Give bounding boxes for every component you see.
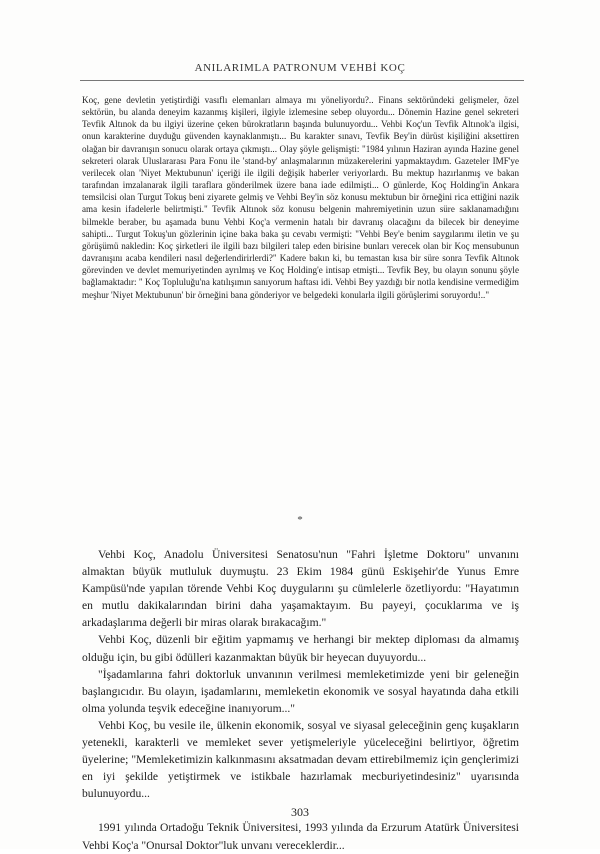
body-paragraph: "İşadamlarına fahri doktorluk unvanının verilmesi memleketimizde yeni bir geleneğin başlangıcıdır. Bu olayın, işadamlarını, memleketin ekonomik ve sosyal hayatında daha etkili olma yolunda teşvik edeceğine inanıyorum..." <box>82 667 519 715</box>
section-separator: * <box>297 514 303 526</box>
anecdote-paragraph: Koç, gene devletin yetiştirdiği vasıflı elemanları almaya mı yöneliyordu?.. Finans sektöründeki gelişmeler, özel sektörün, bu alanda deneyim kazanmış kişileri, ilgiyle izlemesine sebep oluyordu... Dönemin Hazine genel sekreteri Tevfik Altınok da bu ilgiyi üzerine çeken bürokratların başında bulunuyordu... Vehbi Koç'un Tevfik Altınok'a ilgisi, onun karakterine duyduğu güvenden kaynaklanmıştı... Bu karakter sınavı, Tevfik Bey'in dürüst kişiliğini aksettiren olağan bir davranışın sonucu olarak ortaya çıkmıştı... Olay şöyle gelişmişti: "1984 yılının Haziran ayında Hazine genel sekreteri olarak Uluslararası Para Fonu ile 'stand-by' anlaşmalarının müzakerelerini yapmaktaydım. Gazeteler IMF'ye verilecek olan 'Niyet Mektubunun' içeriği ile ilgili değişik haberler veriyorlardı. Bu mektup hazırlanmış ve bakan tarafından imzalanarak ilgili taraflara gönderilmek üzere bana iade edilmişti... O günlerde, Koç Holding'in Ankara temsilcisi olan Turgut Tokuş beni ziyarete gelmiş ve Vehbi Bey'in söz konusu mektubun bir örneğini rica ettiğini nazik ama kesin ifadelerle belirtmişti." Tevfik Altınok söz konusu belgenin mahremiyetinin uzun süre saklanamadığını bilmekle beraber, bu aşamada bunu Vehbi Koç'a vermenin hatalı bir davranış olacağını da bilecek bir deneyime sahipti... Turgut Tokuş'un gözlerinin içine baka baka şu cevabı vermişti: "Vehbi Bey'e benim saygılarımı iletin ve şu görüşümü nakledin: Koç şirketleri ile ilgili bazı bilgileri talep eden birisine bunları verecek olan bir Koç mensubunun davranışını acaba kendileri nasıl değerlendirirlerdi?" Kadere bakın ki, bu temastan kısa bir süre sonra Tevfik Altınok görevinden ve devlet memuriyetinden ayrılmış ve Koç Holding'e intisap etmişti... Tevfik Bey, bu olayın sonunu şöyle bağlamaktadır: " Koç Topluluğu'na katılışımın sanıyorum haftası idi. Vehbi Bey yazdığı bir notla kendisine vermediğim meşhur 'Niyet Mektubunun' bir örneğini bana gönderiyor ve belgedeki konularla ilgili görüşlerimi soruyordu!.." <box>82 95 519 300</box>
running-title: ANILARIMLA PATRONUM VEHBİ KOÇ <box>194 62 406 74</box>
body-paragraph: 1991 yılında Ortadoğu Teknik Üniversitesi, 1993 yılında da Erzurum Atatürk Üniversitesi Vehbi Koç'a "Onursal Doktor"luk unvanı vereceklerdir... <box>82 821 519 852</box>
page-number: 303 <box>291 805 309 819</box>
body-paragraph: Vehbi Koç, düzenli bir eğitim yapmamış ve herhangi bir mektep diploması da almamış olduğu için, bu gibi ödülleri kazanmaktan büyük bir heyecan duyuyordu... <box>82 633 519 664</box>
body-paragraph: Vehbi Koç, Anadolu Üniversitesi Senatosu'nun "Fahri İşletme Doktoru" unvanını almaktan büyük mutluluk duymuştu. 23 Ekim 1984 günü Eskişehir'de Yunus Emre Kampüsü'nde yapılan törende Vehbi Koç duygularını şu cümlelerle özetliyordu: "Hayatımın en mutlu dakikalarından birini daha yaşamaktayım. Bu payeyi, çocuklarıma ve iş arkadaşlarıma değerli bir miras olarak bırakacağım." <box>82 548 519 630</box>
header-rule <box>80 80 524 81</box>
quoted-anecdote-block <box>82 94 519 301</box>
body-paragraph: Vehbi Koç, bu vesile ile, ülkenin ekonomik, sosyal ve siyasal geleceğinin genç kuşakların yetenekli, karakterli ve memleket sever yetişmeleriyle yüceleceğini belirtiyor, öğretim üyelerine; "Memleketimizin kalkınmasını aksatmadan devam ettirebilmemiz için gençlerimizi en iyi şekilde yetiştirmek ve istikbale hazırlamak mecburiyetindesiniz" uyarısında bulunuyordu... <box>82 718 519 801</box>
